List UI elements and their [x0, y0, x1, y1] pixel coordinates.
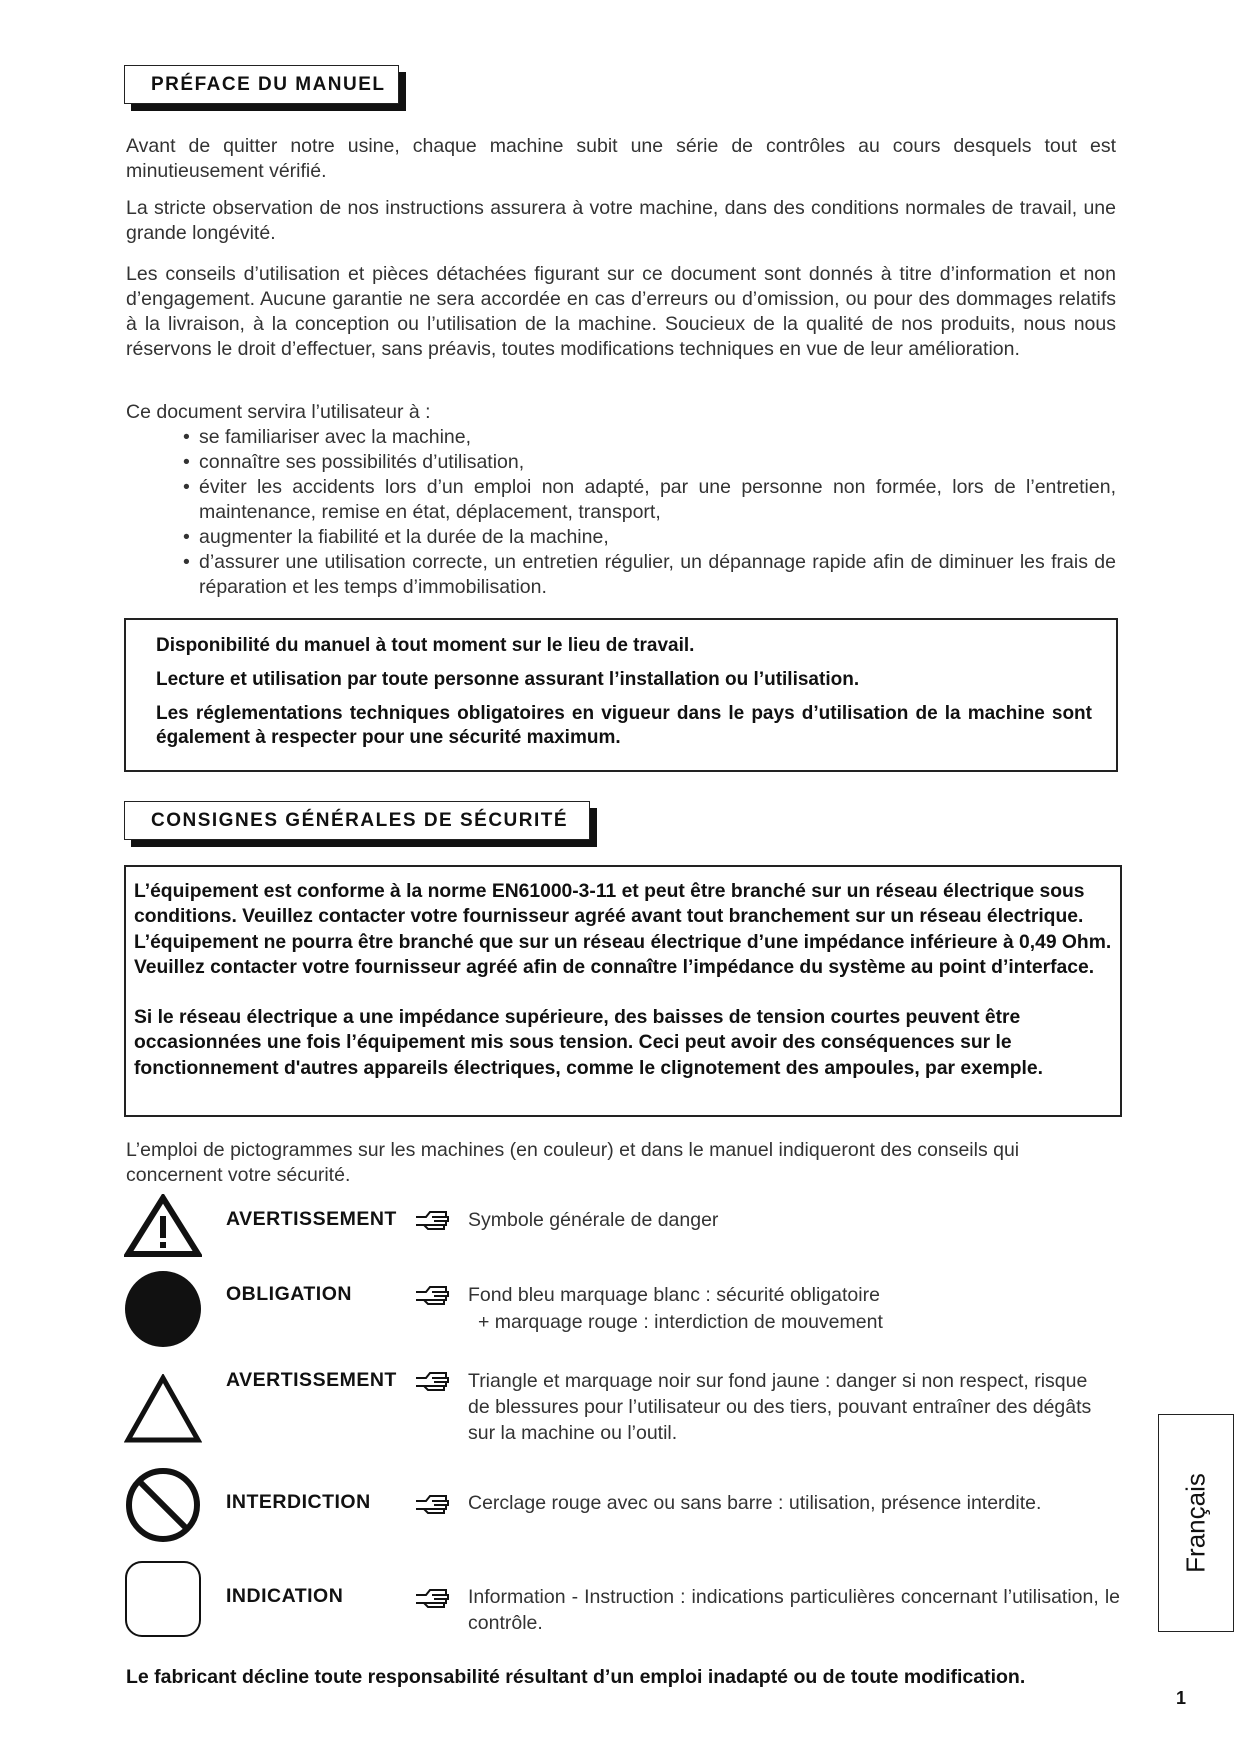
pointing-hand-icon: [414, 1587, 452, 1609]
pictogram-intro: L’emploi de pictogrammes sur les machines (en couleur) et dans le manuel indiqueront des conseils qui concernent votre sécurité.: [126, 1139, 1020, 1186]
warning-triangle-exclamation-icon: [124, 1194, 202, 1258]
pictogram-text: Triangle et marquage noir sur fond jaune : danger si non respect, risque de blessures pour l’utilisateur ou des tiers, pouvant entraîner des dégâts sur la machine ou l’outil.: [468, 1370, 1092, 1444]
pictogram-text: Cerclage rouge avec ou sans barre : utilisation, présence interdite.: [468, 1492, 1042, 1514]
language-tab-label: Français: [1180, 1473, 1211, 1573]
safety-notice-box: [124, 865, 1122, 1117]
safety-heading-text: CONSIGNES GÉNÉRALES DE SÉCURITÉ: [151, 809, 569, 831]
notice-line-1: Disponibilité du manuel à tout moment sur le lieu de travail.: [156, 635, 695, 656]
pictogram-text: Information - Instruction : indications particulières concernant l’utilisation, le contrôle.: [468, 1586, 1120, 1634]
list-intro: Ce document servira l’utilisateur à :: [126, 401, 431, 423]
list-item: • d’assurer une utilisation correcte, un entretien régulier, un dépannage rapide afin de diminuer les frais de réparation et les temps d’immobilisation.: [183, 550, 1116, 600]
pictogram-label: OBLIGATION: [226, 1283, 352, 1305]
notice-line-3: Les réglementations techniques obligatoires en vigueur dans le pays d’utilisation de la machine sont également à respecter pour une sécurité maximum.: [156, 703, 1092, 748]
usage-list: [183, 425, 1116, 600]
safety-paragraph-2: Si le réseau électrique a une impédance supérieure, des baisses de tension courtes peuvent être occasionnées une fois l’équipement mis sous tension. Ceci peut avoir des conséquences sur le fonctionnement d'autres appareils électriques, comme le clignotement des ampoules, par exemple.: [134, 1007, 1043, 1079]
pictogram-text: Fond bleu marquage blanc : sécurité obligatoire: [468, 1284, 880, 1306]
list-item: • éviter les accidents lors d’un emploi non adapté, par une personne non formée, lors de l’entretien, maintenance, remise en état, déplacement, transport,: [183, 475, 1116, 525]
preface-heading: [124, 65, 399, 104]
list-item: • se familiariser avec la machine,: [183, 425, 1116, 450]
preface-paragraph-2: La stricte observation de nos instructions assurera à votre machine, dans des conditions normales de travail, une grande longévité.: [126, 197, 1116, 244]
preface-paragraph-3: Les conseils d’utilisation et pièces détachées figurant sur ce document sont donnés à titre d’information et non d’engagement. Aucune garantie ne sera accordée en cas d’erreurs ou d’omission, ou pour des dommages relatifs à la livraison, à la conception ou l’utilisation de la machine. Soucieux de la qualité de nos produits, nous nous réservons le droit d’effectuer, sans préavis, toutes modifications techniques en vue de leur amélioration.: [126, 263, 1116, 360]
filled-circle-icon: [124, 1270, 202, 1348]
pictogram-row-indication: [0, 1560, 1240, 1640]
preface-heading-text: PRÉFACE DU MANUEL: [151, 73, 386, 95]
pictogram-text-secondary: + marquage rouge : interdiction de mouvement: [478, 1311, 883, 1333]
language-tab: [1158, 1414, 1234, 1632]
pictogram-row-prohibition: [0, 1466, 1240, 1546]
pictogram-row-warning: [0, 1194, 1240, 1254]
pointing-hand-icon: [414, 1370, 452, 1392]
pictogram-label: INDICATION: [226, 1585, 344, 1607]
pictogram-text: Symbole générale de danger: [468, 1209, 719, 1231]
pictogram-row-warning-yellow: [0, 1368, 1240, 1448]
pictogram-label: AVERTISSEMENT: [226, 1208, 397, 1230]
page-number: 1: [1176, 1688, 1187, 1708]
liability-note: Le fabricant décline toute responsabilité résultant d’un emploi inadapté ou de toute modification.: [126, 1666, 1026, 1688]
list-item: • connaître ses possibilités d’utilisation,: [183, 450, 1116, 475]
pointing-hand-icon: [414, 1209, 452, 1231]
pointing-hand-icon: [414, 1493, 452, 1515]
safety-paragraph-1: L’équipement est conforme à la norme EN61000-3-11 et peut être branché sur un réseau électrique sous conditions. Veuillez contacter votre fournisseur agréé avant tout branchement sur un réseau électrique. L’équipement ne pourra être branché que sur un réseau électrique d’une impédance inférieure à 0,49 Ohm. Veuillez contacter votre fournisseur agréé afin de connaître l’impédance du système au point d’interface.: [134, 881, 1112, 978]
preface-notice-box: [124, 618, 1118, 772]
preface-paragraph-1: Avant de quitter notre usine, chaque machine subit une série de contrôles au cours desquels tout est minutieusement vérifié.: [126, 135, 1116, 182]
pictogram-label: AVERTISSEMENT: [226, 1369, 397, 1391]
pictogram-label: INTERDICTION: [226, 1491, 371, 1513]
list-item: • augmenter la fiabilité et la durée de la machine,: [183, 525, 1116, 550]
safety-heading: [124, 801, 590, 840]
pointing-hand-icon: [414, 1284, 452, 1306]
pictogram-row-obligation: [0, 1270, 1240, 1350]
empty-triangle-icon: [124, 1374, 202, 1444]
rounded-square-icon: [124, 1560, 202, 1638]
notice-line-2: Lecture et utilisation par toute personne assurant l’installation ou l’utilisation.: [156, 669, 860, 690]
prohibition-circle-icon: [124, 1466, 202, 1544]
